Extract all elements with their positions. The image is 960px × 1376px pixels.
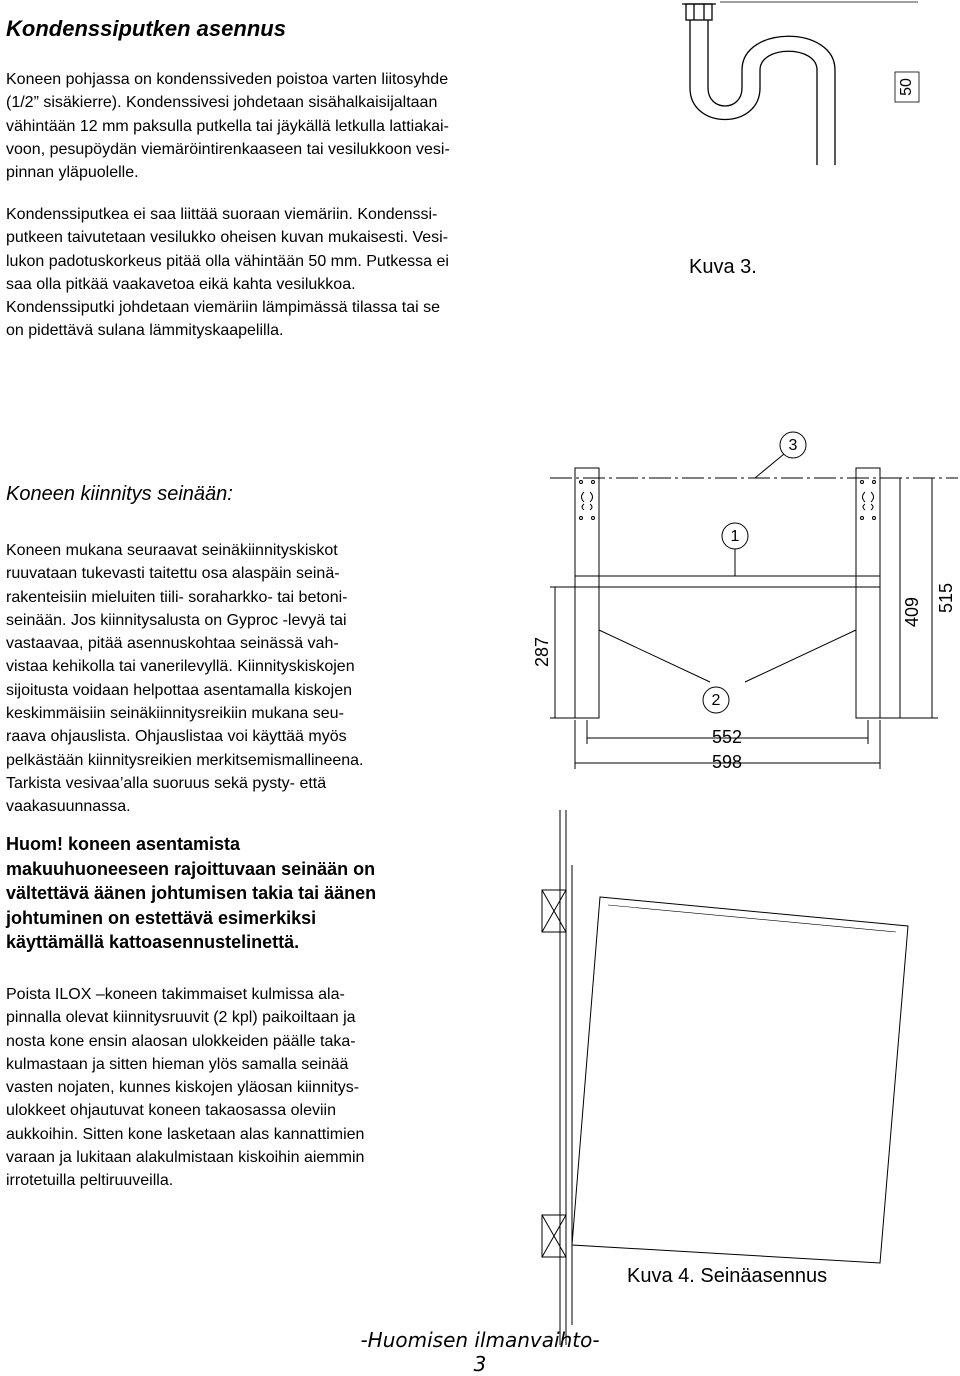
page-footer — [300, 1328, 660, 1376]
text-line: johtuminen on estettävä esimerkiksi — [6, 907, 317, 928]
figure-3-caption: Kuva 3. — [689, 256, 757, 278]
condensate-paragraph-1 — [6, 68, 450, 184]
text-line: Koneen mukana seuraavat seinäkiinnityskiskot — [6, 542, 338, 559]
callout-2-label: 2 — [711, 692, 721, 710]
text-line: raava ohjauslista. Ohjauslistaa voi käyttää myös — [6, 728, 347, 746]
section-title-condensate: Kondenssiputken asennus — [6, 16, 286, 41]
dimension-552-label: 552 — [711, 727, 743, 747]
text-line: sijoitusta voidaan helpottaa asentamalla kiskojen — [6, 681, 352, 699]
dimension-598-label: 598 — [711, 752, 743, 772]
text-line: Koneen pohjassa on kondenssiveden poistoa varten liitosyhde — [6, 71, 449, 88]
water-trap-figure — [650, 0, 950, 175]
text-line: Huom! koneen asentamista — [6, 834, 241, 854]
text-line: Kondenssiputki johdetaan viemäriin lämpimässä tilassa tai se — [6, 299, 440, 317]
footer-tagline: -Huomisen ilmanvaihto- — [360, 1328, 600, 1352]
text-line: ulokkeet ohjautuvat koneen takaosassa oleviin — [6, 1102, 336, 1120]
text-line: rakenteisiin mieluiten tiili- soraharkko- tai betoni- — [6, 588, 348, 606]
page-number: 3 — [473, 1352, 487, 1376]
text-line: vasten nojaten, kunnes kiskojen yläosan kiinnitys- — [6, 1079, 360, 1097]
text-line: makuuhuoneeseen rajoittuvaan seinään on — [6, 858, 376, 879]
note-block — [6, 832, 376, 955]
text-line: vähintään 12 mm paksulla putkella tai jäykällä letkulla lattiakai- — [6, 117, 449, 135]
text-line: irrotetuilla peltiruuveilla. — [6, 1172, 174, 1190]
text-line: käyttämällä kattoasennustelinettä. — [6, 932, 300, 952]
text-line: putkeen taivutetaan vesilukko oheisen kuvan mukaisesti. Vesi- — [6, 229, 449, 247]
text-line: Tarkista vesivaa’alla suoruus sekä pysty- että — [6, 774, 327, 792]
text-line: pinnan yläpuolelle. — [6, 164, 139, 182]
dimension-409-label: 409 — [902, 596, 922, 628]
text-line: nosta kone ensin alaosan ulokkeiden päälle taka- — [6, 1032, 356, 1050]
callout-3-label: 3 — [788, 437, 798, 455]
text-line: vastaavaa, pitää asennuskohtaa seinässä vah- — [6, 635, 339, 653]
mounting-instructions-paragraph — [6, 983, 364, 1193]
text-line: aukkoihin. Sitten kone lasketaan alas kannattimien — [6, 1125, 365, 1143]
text-line: pelkästään kiinnitysreikien merkitsemismallineena. — [6, 751, 364, 769]
text-line: on pidettävä sulana lämmityskaapelilla. — [6, 322, 284, 340]
section-title-wall-mounting: Koneen kiinnitys seinään: — [6, 483, 233, 505]
wall-mounting-paragraph — [6, 539, 363, 819]
text-line: vaakasuunnassa. — [6, 798, 131, 816]
figure-4-caption: Kuva 4. Seinäasennus — [627, 1265, 828, 1287]
dimension-287-label: 287 — [532, 636, 552, 668]
text-line: voon, pesupöydän viemäröintirenkaaseen tai vesilukkoon vesi- — [6, 140, 450, 158]
dimension-515-label: 515 — [936, 582, 956, 614]
text-line: ruuvataan tukevasti taitettu osa alaspäin seinä- — [6, 565, 340, 583]
text-line: vältettävä äänen johtumisen takia tai äänen — [6, 883, 377, 903]
wall-bracket-diagram — [530, 430, 960, 780]
text-line: vistaa kehikolla tai vanerilevyllä. Kiinnityskiskojen — [6, 658, 355, 676]
text-line: lukon padotuskorkeus pitää olla vähintään 50 mm. Putkessa ei — [6, 252, 449, 270]
callout-1-label: 1 — [730, 528, 740, 546]
text-line: saa olla pitkää vaakavetoa eikä kahta vesilukkoa. — [6, 275, 356, 293]
text-line: kulmastaan ja sitten hieman ylös samalla seinää — [6, 1055, 349, 1073]
condensate-paragraph-2 — [6, 203, 449, 343]
text-line: keskimmäisiin seinäkiinnitysreikiin mukana seu- — [6, 705, 344, 723]
dimension-50-label: 50 — [898, 78, 916, 96]
text-line: pinnalla olevat kiinnitysruuvit (2 kpl) paikoiltaan ja — [6, 1009, 356, 1027]
text-line: varaan ja lukitaan alakulmistaan kiskoihin aiemmin — [6, 1149, 365, 1167]
text-line: Kondenssiputkea ei saa liittää suoraan viemäriin. Kondenssi- — [6, 206, 438, 223]
text-line: seinään. Jos kiinnitysalusta on Gyproc -levyä tai — [6, 611, 347, 629]
text-line: (1/2” sisäkierre). Kondenssivesi johdetaan sisähalkaisijaltaan — [6, 94, 438, 112]
text-line: Poista ILOX –koneen takimmaiset kulmissa ala- — [6, 986, 345, 1003]
